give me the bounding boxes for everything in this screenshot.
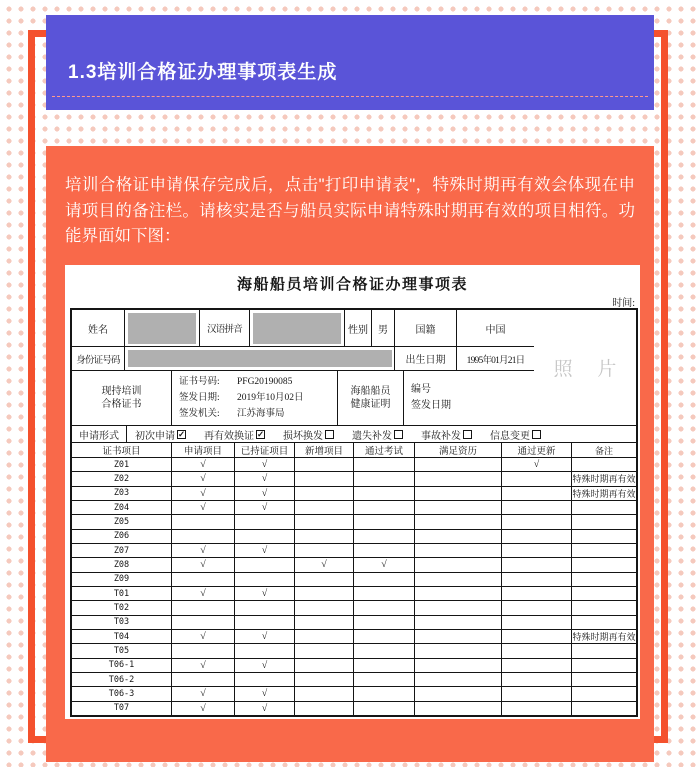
item-cell [354, 587, 415, 600]
check-mark: √ [235, 687, 295, 700]
items-header-cell: 通过考试 [354, 443, 415, 457]
health-cert-label: 海船船员健康证明 [338, 371, 404, 425]
cert-label: 现持培训合格证书 [72, 371, 172, 425]
pinyin-value-cell [250, 310, 345, 346]
apply-option [490, 427, 541, 442]
table-row [72, 530, 636, 544]
table-row [72, 501, 636, 515]
item-cell [572, 558, 636, 571]
apply-option-label: 事故补发 [421, 430, 461, 442]
item-cell [295, 687, 354, 700]
item-code: Z01 [72, 458, 172, 471]
birth-value: 1995年01月21日 [466, 355, 525, 366]
item-cell [235, 644, 295, 657]
check-mark: √ [172, 702, 235, 715]
item-cell [502, 644, 572, 657]
item-remark: 特殊时期再有效 [572, 474, 636, 485]
item-cell [354, 487, 415, 500]
apply-option-label: 损坏换发 [283, 430, 323, 442]
item-code: T06-1 [72, 659, 172, 672]
pinyin-label: 汉语拼音 [200, 310, 250, 346]
apply-option [204, 427, 265, 442]
info-section [72, 310, 636, 426]
item-cell [415, 501, 502, 514]
items-table [72, 443, 636, 715]
item-cell [415, 687, 502, 700]
checkbox-unchecked-icon [394, 430, 403, 439]
check-mark: √ [235, 501, 295, 514]
item-remark: 特殊时期再有效 [572, 632, 636, 643]
item-code: Z06 [72, 530, 172, 543]
check-mark: √ [502, 458, 572, 471]
intro-text: 培训合格证申请保存完成后，点击"打印申请表"，特殊时期再有效会体现在申请项目的备注栏。请核实是否与船员实际申请特殊时期再有效的项目相符。功能界面如下图： [65, 176, 635, 245]
item-cell [415, 616, 502, 629]
table-row [72, 601, 636, 615]
form-title: 海船船员培训合格证办理事项表 [236, 277, 468, 293]
item-code: Z04 [72, 501, 172, 514]
item-code: Z05 [72, 515, 172, 528]
item-cell [502, 558, 572, 571]
item-cell [235, 558, 295, 571]
id-value-cell [125, 347, 395, 370]
items-header-cell: 证书项目 [72, 443, 172, 457]
apply-form-label: 申请形式 [72, 426, 127, 442]
item-code: Z02 [72, 472, 172, 485]
item-cell [572, 687, 636, 700]
item-cell [172, 530, 235, 543]
redaction-box [253, 313, 341, 344]
item-cell [354, 515, 415, 528]
item-cell [295, 515, 354, 528]
cert-issue-date-line: 签发日期: 2019年10月02日 [179, 393, 304, 403]
form-sheet-image [65, 265, 640, 719]
item-cell [354, 702, 415, 715]
check-mark: √ [235, 487, 295, 500]
item-cell [172, 573, 235, 586]
item-cell [354, 458, 415, 471]
item-cell [172, 616, 235, 629]
item-cell [354, 630, 415, 643]
items-header-row [72, 443, 636, 458]
check-mark: √ [235, 472, 295, 485]
apply-option-label: 遗失补发 [352, 430, 392, 442]
item-cell [295, 472, 354, 485]
apply-option [283, 427, 334, 442]
item-cell [502, 544, 572, 557]
apply-option [421, 427, 472, 442]
cert-number-line: 证书号码: PFG20190085 [179, 377, 293, 387]
item-code: Z03 [72, 487, 172, 500]
name-label: 姓名 [72, 310, 125, 346]
table-row [72, 515, 636, 529]
item-cell [235, 530, 295, 543]
item-cell [172, 515, 235, 528]
checkbox-unchecked-icon [532, 430, 541, 439]
item-code: Z08 [72, 558, 172, 571]
items-header-cell: 通过更新 [502, 443, 572, 457]
check-mark: √ [235, 544, 295, 557]
info-row-cert [72, 371, 534, 426]
item-cell [572, 530, 636, 543]
id-label: 身份证号码 [72, 347, 125, 370]
table-row [72, 616, 636, 630]
item-cell [415, 515, 502, 528]
table-row [72, 544, 636, 558]
item-cell [572, 659, 636, 672]
table-row [72, 472, 636, 486]
item-cell [415, 601, 502, 614]
info-row-id [72, 347, 534, 371]
item-cell [295, 587, 354, 600]
check-mark: √ [295, 558, 354, 571]
name-value-cell [125, 310, 200, 346]
item-remark: 特殊时期再有效 [572, 488, 636, 499]
item-cell [572, 601, 636, 614]
item-code: T06-3 [72, 687, 172, 700]
check-mark: √ [235, 630, 295, 643]
item-code: Z09 [72, 573, 172, 586]
gender-value: 男 [372, 310, 395, 346]
table-row [72, 702, 636, 715]
section-header [46, 15, 654, 110]
item-cell [415, 702, 502, 715]
item-cell [502, 659, 572, 672]
item-cell [354, 673, 415, 686]
item-code: T02 [72, 601, 172, 614]
time-label: 时间: [612, 298, 635, 309]
item-cell [295, 673, 354, 686]
items-header-cell: 申请项目 [172, 443, 235, 457]
item-cell [572, 673, 636, 686]
item-cell [572, 544, 636, 557]
item-cell [295, 702, 354, 715]
item-cell [354, 530, 415, 543]
item-cell [235, 515, 295, 528]
item-cell [295, 544, 354, 557]
item-cell [502, 630, 572, 643]
item-cell [502, 573, 572, 586]
check-mark: √ [235, 587, 295, 600]
item-cell [502, 501, 572, 514]
item-cell [415, 659, 502, 672]
item-cell [235, 601, 295, 614]
item-cell [572, 458, 636, 471]
item-cell [295, 659, 354, 672]
item-cell [415, 644, 502, 657]
item-cell [415, 487, 502, 500]
item-cell [415, 587, 502, 600]
table-row [72, 573, 636, 587]
item-cell [415, 530, 502, 543]
item-cell [572, 616, 636, 629]
check-mark: √ [172, 687, 235, 700]
gender-label: 性别 [345, 310, 372, 346]
photo-cell [534, 310, 636, 426]
nationality-label: 国籍 [395, 310, 457, 346]
checkbox-checked-icon: ✓ [177, 428, 186, 439]
checkbox-unchecked-icon [325, 430, 334, 439]
item-code: T05 [72, 644, 172, 657]
item-cell [572, 587, 636, 600]
item-cell [502, 472, 572, 485]
cert-issue-org-line: 签发机关: 江苏海事局 [179, 409, 285, 419]
item-code: Z07 [72, 544, 172, 557]
checkbox-checked-icon: ✓ [256, 428, 265, 439]
item-cell [354, 687, 415, 700]
apply-option [135, 427, 186, 442]
apply-option [352, 427, 403, 442]
item-cell [502, 601, 572, 614]
nationality-value: 中国 [485, 324, 506, 336]
item-cell [502, 530, 572, 543]
table-row [72, 487, 636, 501]
item-cell [354, 544, 415, 557]
item-cell [172, 644, 235, 657]
check-mark: √ [235, 702, 295, 715]
section-title: 1.3培训合格证办理事项表生成 [68, 62, 338, 83]
health-no-label: 编号 [411, 384, 431, 395]
item-cell [354, 644, 415, 657]
check-mark: √ [172, 587, 235, 600]
items-header-cell: 满足资历 [415, 443, 502, 457]
item-cell [295, 487, 354, 500]
item-code: T04 [72, 630, 172, 643]
health-cert-cell [404, 371, 534, 425]
apply-option-label: 再有效换证 [204, 430, 254, 442]
check-mark: √ [172, 472, 235, 485]
item-cell [354, 501, 415, 514]
items-header-cell: 已持证项目 [235, 443, 295, 457]
check-mark: √ [172, 630, 235, 643]
item-cell [354, 472, 415, 485]
item-cell [295, 601, 354, 614]
check-mark: √ [172, 659, 235, 672]
item-cell [502, 673, 572, 686]
item-cell [235, 673, 295, 686]
item-cell [572, 644, 636, 657]
item-cell [572, 501, 636, 514]
item-cell [295, 573, 354, 586]
info-left [72, 310, 534, 426]
item-cell [295, 458, 354, 471]
item-cell [354, 573, 415, 586]
item-cell [295, 530, 354, 543]
content-panel [46, 146, 654, 762]
item-cell [415, 558, 502, 571]
item-cell [172, 673, 235, 686]
table-row [72, 558, 636, 572]
item-cell [502, 687, 572, 700]
item-code: T07 [72, 702, 172, 715]
check-mark: √ [172, 501, 235, 514]
table-row [72, 687, 636, 701]
info-row-name [72, 310, 534, 347]
table-row [72, 644, 636, 658]
apply-form-row [72, 426, 636, 443]
table-row [72, 587, 636, 601]
item-cell [572, 515, 636, 528]
item-cell [415, 630, 502, 643]
table-row [72, 673, 636, 687]
item-cell [235, 616, 295, 629]
check-mark: √ [172, 458, 235, 471]
item-cell [295, 630, 354, 643]
item-cell [572, 573, 636, 586]
item-code: T01 [72, 587, 172, 600]
items-header-cell: 备注 [594, 445, 613, 456]
cert-details-cell [172, 371, 338, 425]
table-row [72, 458, 636, 472]
health-date-label: 签发日期 [411, 400, 451, 411]
item-cell [415, 544, 502, 557]
dashed-divider [52, 96, 648, 97]
item-cell [354, 601, 415, 614]
item-cell [572, 702, 636, 715]
check-mark: √ [235, 659, 295, 672]
item-cell [502, 515, 572, 528]
table-row [72, 630, 636, 644]
apply-option-label: 初次申请 [135, 430, 175, 442]
photo-placeholder: 照 片 [553, 359, 627, 380]
item-cell [502, 616, 572, 629]
item-code: T06-2 [72, 673, 172, 686]
check-mark: √ [235, 458, 295, 471]
check-mark: √ [172, 544, 235, 557]
item-cell [415, 458, 502, 471]
apply-options-cell [127, 426, 636, 442]
check-mark: √ [172, 487, 235, 500]
items-header-cell: 新增项目 [295, 443, 354, 457]
check-mark: √ [354, 558, 415, 571]
item-cell [172, 601, 235, 614]
checkbox-unchecked-icon [463, 430, 472, 439]
item-cell [415, 573, 502, 586]
check-mark: √ [172, 558, 235, 571]
item-code: T03 [72, 616, 172, 629]
redaction-box [128, 313, 196, 344]
item-cell [235, 573, 295, 586]
birth-label: 出生日期 [395, 347, 457, 370]
item-cell [502, 487, 572, 500]
item-cell [502, 587, 572, 600]
item-cell [415, 673, 502, 686]
item-cell [295, 501, 354, 514]
redaction-box [128, 350, 392, 367]
item-cell [502, 702, 572, 715]
item-cell [295, 644, 354, 657]
apply-option-label: 信息变更 [490, 430, 530, 442]
item-cell [295, 616, 354, 629]
item-cell [354, 659, 415, 672]
item-cell [354, 616, 415, 629]
form-table [70, 308, 638, 717]
item-cell [415, 472, 502, 485]
table-row [72, 659, 636, 673]
